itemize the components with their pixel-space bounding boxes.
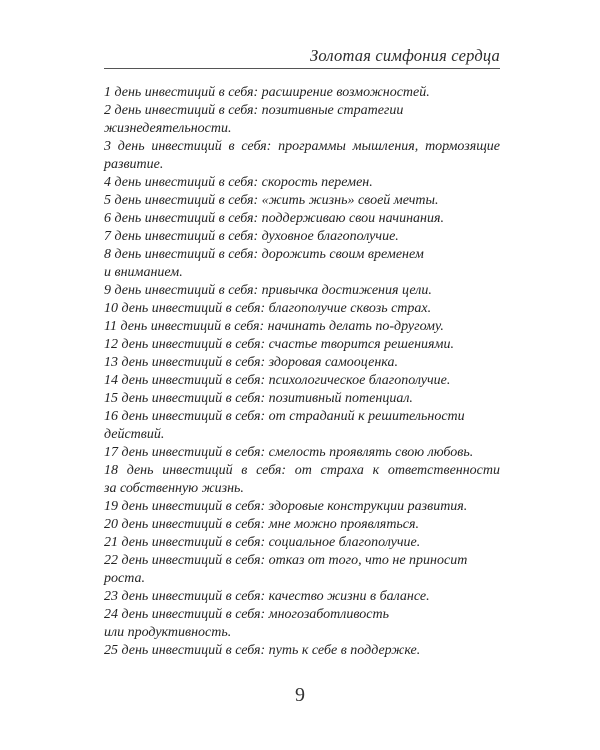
content-line: 13 день инвестиций в себя: здоровая самооценка. xyxy=(104,355,398,370)
content-line: 23 день инвестиций в себя: качество жизни в балансе. xyxy=(104,589,430,604)
content-line: развитие. xyxy=(104,157,164,172)
content-list xyxy=(104,84,500,660)
content-line: 4 день инвестиций в себя: скорость перемен. xyxy=(104,175,373,190)
header-rule xyxy=(104,68,500,69)
content-line: жизнедеятельности. xyxy=(104,121,232,136)
content-line: 22 день инвестиций в себя: отказ от того, что не приносит xyxy=(104,553,468,568)
content-line: 5 день инвестиций в себя: «жить жизнь» своей мечты. xyxy=(104,193,439,208)
content-line: и вниманием. xyxy=(104,265,183,280)
content-line: 12 день инвестиций в себя: счастье творится решениями. xyxy=(104,337,454,352)
content-line: 19 день инвестиций в себя: здоровые конструкции развития. xyxy=(104,499,468,514)
running-header-title: Золотая симфония сердца xyxy=(309,46,500,65)
content-line: 15 день инвестиций в себя: позитивный потенциал. xyxy=(104,391,413,406)
content-line: за собственную жизнь. xyxy=(104,481,244,496)
content-line: действий. xyxy=(104,427,165,442)
page-number: 9 xyxy=(295,684,305,706)
content-line: или продуктивность. xyxy=(104,625,232,640)
content-line: 20 день инвестиций в себя: мне можно проявляться. xyxy=(104,517,420,532)
content-line: 10 день инвестиций в себя: благополучие сквозь страх. xyxy=(104,301,432,316)
content-line: 6 день инвестиций в себя: поддерживаю свои начинания. xyxy=(104,211,444,226)
content-line: 24 день инвестиций в себя: многозаботливость xyxy=(104,607,389,622)
content-line: 9 день инвестиций в себя: привычка достижения цели. xyxy=(104,283,432,298)
content-line: 21 день инвестиций в себя: социальное благополучие. xyxy=(104,535,421,550)
content-line: 18 день инвестиций в себя: от страха к ответственности xyxy=(104,463,500,478)
content-line: 2 день инвестиций в себя: позитивные стратегии xyxy=(104,103,404,118)
content-line: 7 день инвестиций в себя: духовное благополучие. xyxy=(104,229,399,244)
content-line: 8 день инвестиций в себя: дорожить своим временем xyxy=(104,247,424,262)
content-line: 1 день инвестиций в себя: расширение возможностей. xyxy=(104,85,430,100)
content-line: роста. xyxy=(104,571,145,586)
content-line: 25 день инвестиций в себя: путь к себе в поддержке. xyxy=(104,643,421,658)
content-line: 11 день инвестиций в себя: начинать делать по-другому. xyxy=(104,319,444,334)
content-line: 17 день инвестиций в себя: смелость проявлять свою любовь. xyxy=(104,445,474,460)
content-line: 16 день инвестиций в себя: от страданий к решительности xyxy=(104,409,465,424)
content-line: 14 день инвестиций в себя: психологическое благополучие. xyxy=(104,373,451,388)
content-line: 3 день инвестиций в себя: программы мышления, тормозящие xyxy=(104,139,500,154)
